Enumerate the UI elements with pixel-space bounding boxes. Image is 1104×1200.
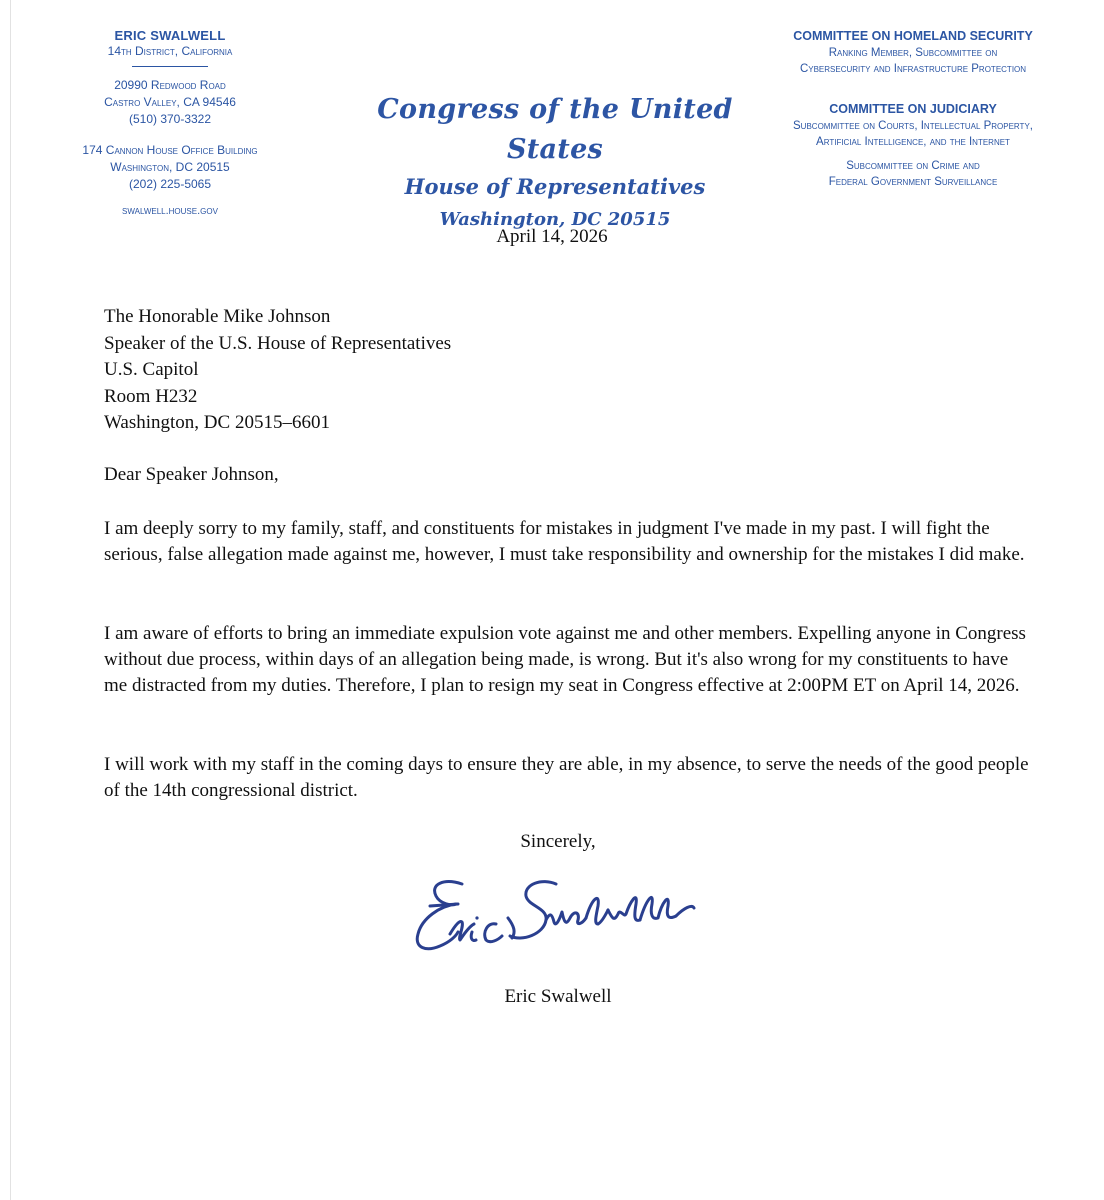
body-paragraph-3: I will work with my staff in the coming days to ensure they are able, in my absence, to serve the needs of the good people of the 14th congressional district. [104,754,1029,801]
member-website: swalwell.house.gov [122,205,218,217]
recipient-line: Room H232 [104,385,198,407]
house-title: House of Representatives [404,174,706,199]
signer-name: Eric Swalwell [504,986,612,1007]
recipient-line: U.S. Capitol [104,359,199,380]
subcommittee-courts-line1: Subcommittee on Courts, Intellectual Property, [793,120,1033,132]
recipient-address [104,304,1034,437]
body-paragraph-1: I am deeply sorry to my family, staff, and constituents for mistakes in judgment I've made in my past. I will fight the serious, false allegation made against me, however, I must take responsibility and ownership for the mistakes I did make. [104,518,1025,565]
letterhead-committees [768,28,1058,190]
dc-office-phone: (202) 225-5065 [128,177,212,191]
committee-judiciary: COMMITTEE ON JUDICIARY [829,102,997,116]
member-district: 14th District, California [107,44,233,58]
district-office-phone: (510) 370-3322 [128,112,212,126]
member-name: ERIC SWALWELL [114,28,226,43]
letterhead-divider [132,66,208,67]
committee-role-line2: Cybersecurity and Infrastructure Protection [799,63,1027,75]
salutation: Dear Speaker Johnson, [104,464,279,485]
handwritten-signature [400,862,710,962]
letterhead-congress-title [340,90,770,236]
dc-office-city: Washington, DC 20515 [110,160,230,174]
body-paragraph-2: I am aware of efforts to bring an immediate expulsion vote against me and other members. Expelling anyone in Congress without due process, within days of an allegation being made, is wrong. But it's also wrong for my constituents to have me distracted from my duties. Therefore, I plan to resign my seat in Congress effective at 2:00PM ET on April 14, 2026. [104,623,1026,696]
dc-office-building: 174 Cannon House Office Building [82,143,258,157]
congress-title: Congress of the United States [377,94,733,165]
committee-homeland-security: COMMITTEE ON HOMELAND SECURITY [793,29,1033,43]
recipient-line: Washington, DC 20515–6601 [104,412,330,433]
letterhead-member-info [40,28,300,217]
recipient-line: The Honorable Mike Johnson [104,306,331,327]
district-office-street: 20990 Redwood Road [114,78,226,92]
letter-date: April 14, 2026 [496,226,608,247]
district-office-city: Castro Valley, CA 94546 [104,95,236,109]
washington-address: Washington, DC 20515 [439,209,671,230]
recipient-line: Speaker of the U.S. House of Representatives [104,332,452,354]
subcommittee-crime-line2: Federal Government Surveillance [828,176,998,188]
closing: Sincerely, [520,831,596,852]
subcommittee-crime-line1: Subcommittee on Crime and [846,160,980,172]
subcommittee-courts-line2: Artificial Intelligence, and the Internet [816,136,1010,148]
committee-role-line1: Ranking Member, Subcommittee on [828,47,998,59]
